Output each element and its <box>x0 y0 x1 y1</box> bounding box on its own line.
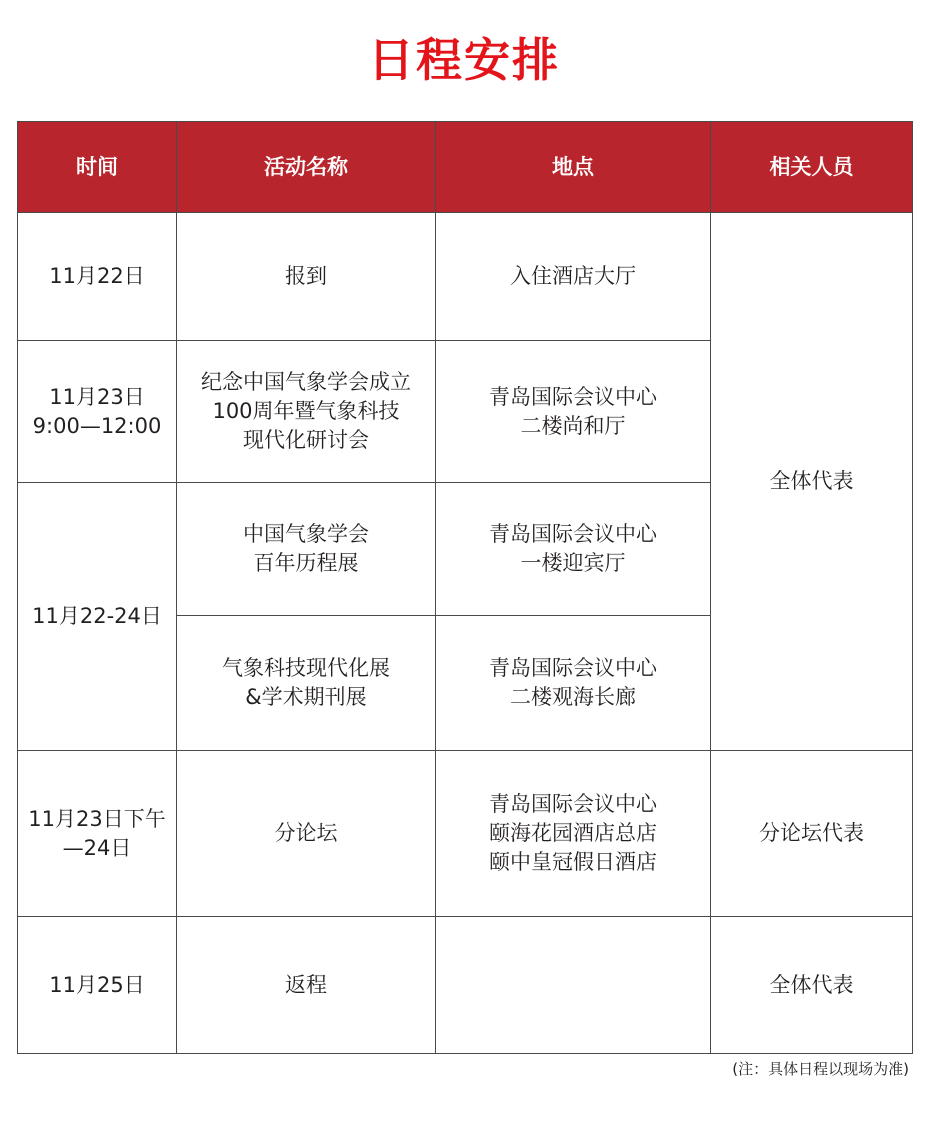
activity-text: 分论坛 <box>274 821 338 845</box>
location-text: 青岛国际会议中心 颐海花园酒店总店 颐中皇冠假日酒店 <box>489 792 657 874</box>
table-row <box>18 751 913 917</box>
activity-cell <box>177 483 436 616</box>
location-cell <box>436 483 711 616</box>
time-text: 11月23日下午 —24日 <box>28 806 166 860</box>
page-title: 日程安排 <box>368 33 560 87</box>
activity-text: 返程 <box>285 972 327 997</box>
activity-text: 气象科技现代化展 &学术期刊展 <box>222 656 390 709</box>
location-cell <box>436 751 711 917</box>
people-text: 全体代表 <box>769 972 854 997</box>
time-cell <box>18 917 177 1054</box>
activity-cell <box>177 341 436 483</box>
table-row <box>18 213 913 341</box>
location-text: 青岛国际会议中心 二楼尚和厅 <box>489 384 657 438</box>
header-time: 时间 <box>18 122 177 213</box>
location-cell <box>436 616 711 751</box>
activity-text: 中国气象学会 百年历程展 <box>243 522 369 575</box>
people-text: 全体代表 <box>769 469 854 493</box>
schedule-table <box>17 121 913 1054</box>
time-cell <box>18 483 177 751</box>
activity-text: 纪念中国气象学会成立 100周年暨气象科技 现代化研讨会 <box>201 370 411 452</box>
activity-text: 报到 <box>285 264 327 288</box>
location-cell <box>436 917 711 1054</box>
people-text: 分论坛代表 <box>759 821 864 845</box>
header-activity: 活动名称 <box>177 122 436 213</box>
footnote: (注：具体日程以现场为准) <box>732 1060 909 1078</box>
table-row <box>18 917 913 1054</box>
location-text: 入住酒店大厅 <box>510 264 636 288</box>
people-cell <box>711 751 913 917</box>
people-cell <box>711 917 913 1054</box>
time-cell <box>18 213 177 341</box>
time-cell <box>18 751 177 917</box>
time-text: 11月25日 <box>49 972 145 997</box>
time-text: 11月22-24日 <box>32 604 162 628</box>
activity-cell <box>177 751 436 917</box>
time-text: 11月22日 <box>49 264 145 288</box>
activity-cell <box>177 213 436 341</box>
people-cell <box>711 213 913 751</box>
location-text: 青岛国际会议中心 二楼观海长廊 <box>489 656 657 709</box>
header-people: 相关人员 <box>711 122 913 213</box>
activity-cell <box>177 616 436 751</box>
activity-cell <box>177 917 436 1054</box>
time-cell <box>18 341 177 483</box>
header-location: 地点 <box>436 122 711 213</box>
location-text: 青岛国际会议中心 一楼迎宾厅 <box>489 522 657 575</box>
time-text: 11月23日 9:00—12:00 <box>32 384 162 438</box>
location-cell <box>436 213 711 341</box>
location-cell <box>436 341 711 483</box>
table-header-row <box>18 122 913 213</box>
